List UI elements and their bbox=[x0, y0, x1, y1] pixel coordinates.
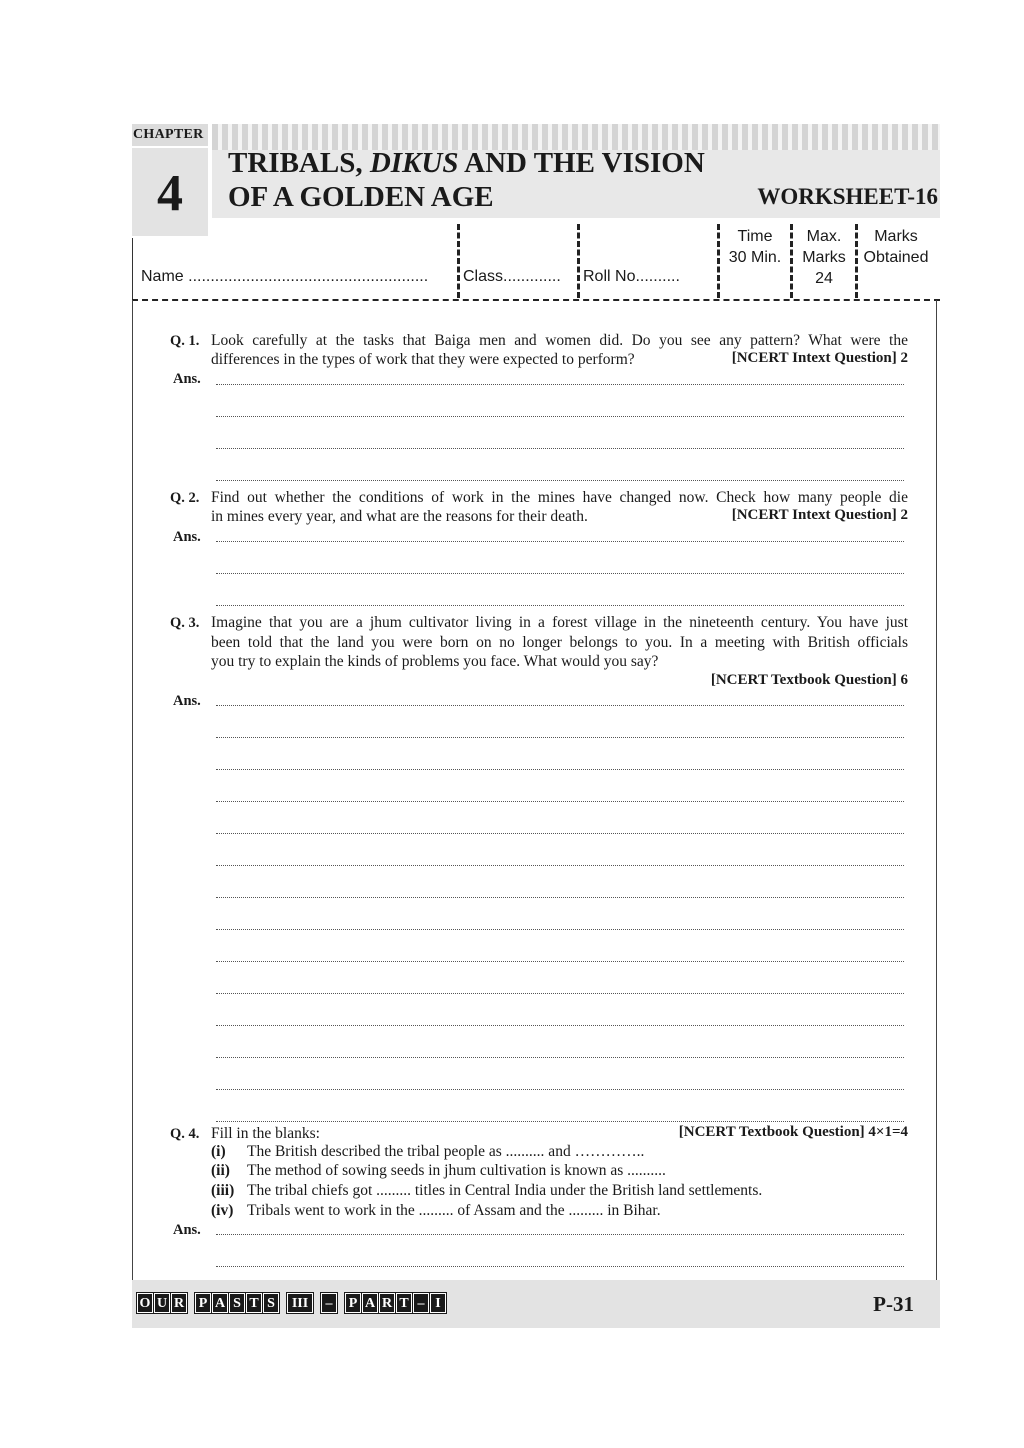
footer-letter-box: T bbox=[246, 1293, 262, 1313]
question-text-line2: differences in the types of work that they were expected to perform? bbox=[211, 351, 635, 368]
max-marks-cell: Max. Marks 24 bbox=[802, 228, 846, 287]
answer-line[interactable] bbox=[216, 1121, 904, 1122]
question-number: Q. 4. bbox=[170, 1126, 200, 1142]
footer-letter-box: T bbox=[396, 1293, 412, 1313]
footer-word bbox=[321, 1293, 337, 1313]
answer-line[interactable] bbox=[216, 448, 904, 449]
question-text: Look carefully at the tasks that Baiga men and women did. Do you see any pattern? What were the bbox=[211, 332, 908, 349]
answer-line[interactable] bbox=[216, 993, 904, 994]
class-field[interactable]: Class............. bbox=[463, 268, 561, 285]
fill-blank-item: (iii) The tribal chiefs got ......... titles in Central India under the British land settlements. bbox=[211, 1182, 763, 1199]
answer-line[interactable] bbox=[216, 865, 904, 866]
divider bbox=[577, 224, 580, 298]
answer-line[interactable] bbox=[216, 961, 904, 962]
question-reference: [NCERT Textbook Question] 6 bbox=[710, 672, 908, 688]
frame-right-border bbox=[936, 300, 937, 1280]
answer-line[interactable] bbox=[216, 384, 904, 385]
answer-line[interactable] bbox=[216, 605, 904, 606]
time-cell: Time 30 Min. bbox=[728, 228, 782, 266]
page-number: P-31 bbox=[873, 1292, 914, 1316]
footer-word bbox=[287, 1293, 313, 1313]
answer-line[interactable] bbox=[216, 801, 904, 802]
footer-letter-box: O bbox=[137, 1293, 153, 1313]
divider bbox=[855, 224, 858, 298]
fill-blank-item: (iv) Tribals went to work in the ......... of Assam and the ......... in Bihar. bbox=[211, 1202, 661, 1219]
marks-obtained-cell: Marks Obtained bbox=[863, 228, 929, 266]
answer-label: Ans. bbox=[173, 529, 201, 545]
footer-letter-box: U bbox=[154, 1293, 170, 1313]
divider bbox=[457, 224, 460, 298]
answer-label: Ans. bbox=[173, 371, 201, 387]
footer-letter-box: – bbox=[321, 1293, 337, 1313]
name-field[interactable]: Name ...................................................... bbox=[141, 268, 429, 285]
answer-line[interactable] bbox=[216, 1234, 904, 1235]
footer-letter-box: R bbox=[379, 1293, 395, 1313]
answer-line[interactable] bbox=[216, 769, 904, 770]
answer-line[interactable] bbox=[216, 573, 904, 574]
question-reference: [NCERT Textbook Question] 4×1=4 bbox=[678, 1124, 908, 1140]
answer-line[interactable] bbox=[216, 541, 904, 542]
question-number: Q. 2. bbox=[170, 490, 200, 506]
info-left-rule bbox=[132, 238, 133, 300]
footer-letter-box: A bbox=[212, 1293, 228, 1313]
question-number: Q. 3. bbox=[170, 615, 200, 631]
question-reference: [NCERT Intext Question] 2 bbox=[731, 507, 908, 523]
footer-letter-box: A bbox=[362, 1293, 378, 1313]
chapter-number: 4 bbox=[132, 148, 208, 236]
answer-line[interactable] bbox=[216, 1089, 904, 1090]
question-text: Fill in the blanks: bbox=[211, 1125, 320, 1142]
chapter-label: CHAPTER bbox=[132, 124, 208, 146]
roll-no-field[interactable]: Roll No.......... bbox=[583, 268, 680, 285]
question-text: Imagine that you are a jhum cultivator living in a forest village in the nineteenth century. You have just been told that the land you were born on no longer belongs to you. In a meeting with British officials you try to explain the kinds of problems you face. What would you say? bbox=[211, 614, 908, 670]
answer-label: Ans. bbox=[173, 1222, 201, 1238]
footer-word bbox=[345, 1293, 446, 1313]
footer-letter-box: R bbox=[171, 1293, 187, 1313]
chapter-title-line2: OF A GOLDEN AGE bbox=[228, 181, 494, 213]
answer-line[interactable] bbox=[216, 1057, 904, 1058]
answer-line[interactable] bbox=[216, 705, 904, 706]
footer-letter-box: P bbox=[195, 1293, 211, 1313]
question-text-line2: in mines every year, and what are the reasons for their death. bbox=[211, 508, 588, 525]
footer-letter-box: P bbox=[345, 1293, 361, 1313]
frame-left-border bbox=[132, 300, 133, 1280]
footer-letter-box: – bbox=[413, 1293, 429, 1313]
footer-word bbox=[195, 1293, 279, 1313]
answer-line[interactable] bbox=[216, 833, 904, 834]
footer-letter-box: III bbox=[287, 1293, 313, 1313]
title-italic-word: DIKUS bbox=[369, 147, 459, 179]
question-reference: [NCERT Intext Question] 2 bbox=[731, 350, 908, 366]
info-bottom-rule bbox=[132, 299, 940, 301]
book-series-label bbox=[137, 1293, 446, 1313]
divider bbox=[717, 224, 720, 298]
question-number: Q. 1. bbox=[170, 333, 200, 349]
answer-line[interactable] bbox=[216, 929, 904, 930]
footer-word bbox=[137, 1293, 187, 1313]
footer-letter-box: S bbox=[229, 1293, 245, 1313]
chapter-title-line1: TRIBALS, DIKUS AND THE VISION bbox=[228, 147, 705, 179]
footer-letter-box: I bbox=[430, 1293, 446, 1313]
answer-line[interactable] bbox=[216, 416, 904, 417]
fill-blank-item: (i) The British described the tribal people as .......... and ………….. bbox=[211, 1143, 645, 1160]
answer-label: Ans. bbox=[173, 693, 201, 709]
footer-letter-box: S bbox=[263, 1293, 279, 1313]
answer-line[interactable] bbox=[216, 480, 904, 481]
answer-line[interactable] bbox=[216, 1266, 904, 1267]
fill-blank-item: (ii) The method of sowing seeds in jhum cultivation is known as .......... bbox=[211, 1162, 666, 1179]
answer-line[interactable] bbox=[216, 897, 904, 898]
answer-line[interactable] bbox=[216, 737, 904, 738]
question-text: Find out whether the conditions of work in the mines have changed now. Check how many people die bbox=[211, 489, 908, 506]
answer-line[interactable] bbox=[216, 1025, 904, 1026]
worksheet-number: WORKSHEET-16 bbox=[757, 184, 938, 209]
divider bbox=[790, 224, 793, 298]
